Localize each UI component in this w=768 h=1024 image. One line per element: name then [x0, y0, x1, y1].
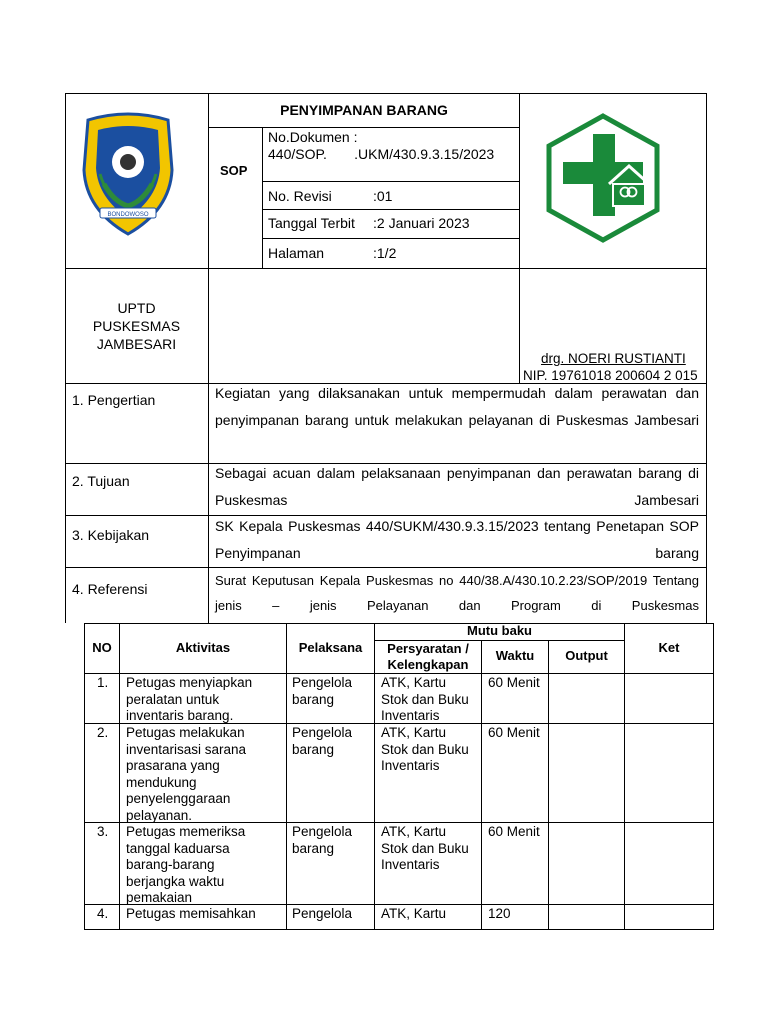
- issue-date-value: :2 Januari 2023: [373, 215, 470, 231]
- row-aktivitas: Petugas memisahkan: [126, 906, 256, 921]
- org-name-line1: UPTD: [117, 300, 156, 316]
- regency-crest-logo: [74, 110, 182, 238]
- sop-label: SOP: [220, 163, 248, 178]
- section-label-referensi: 4. Referensi: [72, 581, 148, 597]
- row-waktu: 120: [488, 906, 511, 921]
- col-header-ket: Ket: [658, 640, 680, 655]
- row-pelaksana: Pengelola barang: [292, 824, 353, 856]
- row-no: 1.: [97, 675, 109, 690]
- row-aktivitas: Petugas menyiapkan peralatan untuk inventaris barang.: [126, 675, 253, 723]
- page-label: Halaman: [268, 245, 325, 261]
- row-no: 3.: [97, 824, 109, 839]
- revision-value: :01: [373, 188, 393, 204]
- section-body-tujuan: Sebagai acuan dalam pelaksanaan penyimpanan dan perawatan barang di Puskesmas Jambesari: [215, 465, 699, 508]
- signer-nip: NIP. 19761018 200604 2 015: [523, 368, 698, 383]
- row-no: 4.: [97, 906, 109, 921]
- row-waktu: 60 Menit: [488, 824, 540, 839]
- col-header-persyaratan: Persyaratan / Kelengkapan: [387, 641, 469, 672]
- doc-number-value: 440/SOP. .UKM/430.9.3.15/2023: [268, 146, 495, 162]
- issue-date-label: Tanggal Terbit: [268, 215, 355, 231]
- row-persyaratan: ATK, Kartu Stok dan Buku Inventaris: [381, 675, 469, 723]
- col-header-output: Output: [565, 648, 608, 663]
- org-name-line2: PUSKESMAS: [92, 318, 181, 334]
- row-pelaksana: Pengelola barang: [292, 725, 353, 757]
- signer-name: drg. NOERI RUSTIANTI: [541, 351, 686, 366]
- section-label-tujuan: 2. Tujuan: [72, 473, 130, 489]
- section-body-referensi: Surat Keputusan Kepala Puskesmas no 440/38.A/430.10.2.23/SOP/2019 Tentang jenis – jenis Pelayanan dan Program di Puskesmas: [215, 573, 699, 613]
- row-pelaksana: Pengelola: [292, 906, 353, 921]
- row-no: 2.: [97, 725, 109, 740]
- row-aktivitas: Petugas melakukan inventarisasi sarana prasarana yang mendukung penyelenggaraan pelayanan.: [126, 725, 247, 823]
- row-persyaratan: ATK, Kartu: [381, 906, 447, 921]
- col-header-pelaksana: Pelaksana: [298, 640, 363, 655]
- puskesmas-logo: [543, 112, 663, 244]
- revision-label: No. Revisi: [268, 188, 332, 204]
- col-header-mutu-baku: Mutu baku: [467, 623, 532, 638]
- row-waktu: 60 Menit: [488, 675, 540, 690]
- row-persyaratan: ATK, Kartu Stok dan Buku Inventaris: [381, 824, 469, 872]
- col-header-waktu: Waktu: [495, 648, 535, 663]
- col-header-aktivitas: Aktivitas: [175, 640, 231, 655]
- row-persyaratan: ATK, Kartu Stok dan Buku Inventaris: [381, 725, 469, 773]
- row-aktivitas: Petugas memeriksa tanggal kaduarsa barang-barang berjangka waktu pemakaian: [126, 824, 246, 905]
- section-label-kebijakan: 3. Kebijakan: [72, 527, 150, 543]
- org-name-line3: JAMBESARI: [96, 336, 177, 352]
- section-body-kebijakan: SK Kepala Puskesmas 440/SUKM/430.9.3.15/2023 tentang Penetapan SOP Penyimpanan barang: [215, 518, 699, 561]
- doc-number-label: No.Dokumen :: [268, 129, 358, 145]
- crest-banner-text: BONDOWOSO: [107, 212, 149, 218]
- section-label-pengertian: 1. Pengertian: [72, 392, 156, 408]
- document-title: PENYIMPANAN BARANG: [280, 102, 448, 118]
- col-header-no: NO: [92, 640, 112, 655]
- row-waktu: 60 Menit: [488, 725, 540, 740]
- section-body-pengertian: Kegiatan yang dilaksanakan untuk mempermudah dalam perawatan dan penyimpanan barang untuk melakukan pelayanan di Puskesmas Jambesari: [215, 385, 699, 428]
- page-value: :1/2: [373, 245, 397, 261]
- row-pelaksana: Pengelola barang: [292, 675, 353, 707]
